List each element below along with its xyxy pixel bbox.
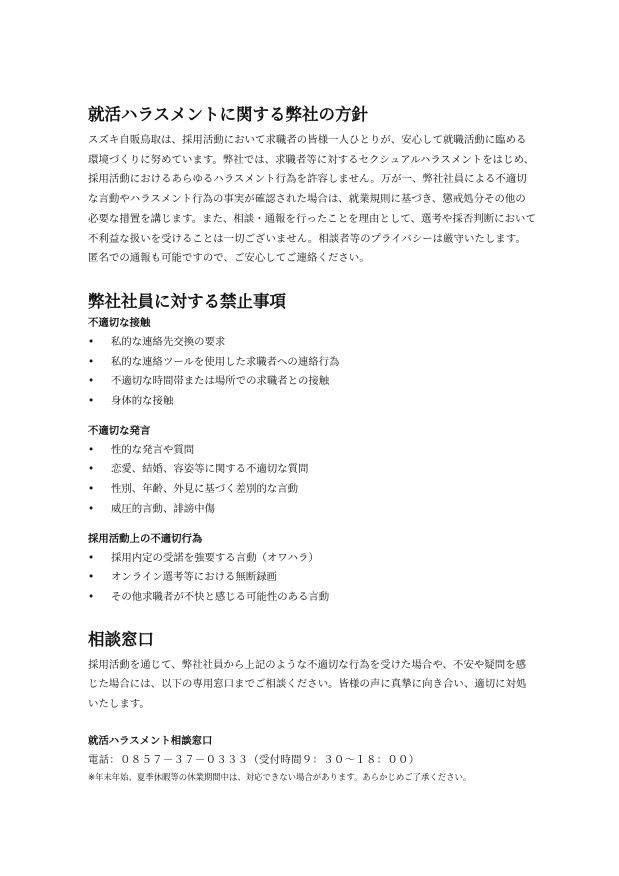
list-item-text: 恋愛、結婚、容姿等に関する不適切な質問 — [111, 463, 309, 476]
list-item-text: 身体的な接触 — [111, 395, 174, 408]
bullet-icon: • — [88, 395, 95, 408]
prohibited-title: 弊社社員に対する禁止事項 — [88, 291, 286, 311]
list-item — [88, 549, 536, 569]
bullet-icon: • — [88, 571, 95, 584]
document-page — [88, 104, 536, 784]
phone-line: 電話：０８５７－３７－０３３３（受付時間９：３０～１８：００） — [88, 753, 420, 766]
list-item — [88, 392, 536, 412]
bullet-icon: • — [88, 355, 95, 368]
list-item — [88, 353, 536, 373]
contact-heading: 就活ハラスメント相談窓口 — [88, 734, 213, 747]
group-heading: 不適切な発言 — [88, 424, 151, 437]
bullet-list — [88, 549, 536, 608]
group-inappropriate-contact — [88, 314, 536, 412]
list-item-text: 性的な発言や質問 — [111, 443, 195, 456]
bullet-icon: • — [88, 502, 95, 515]
list-item — [88, 441, 536, 461]
bullet-icon: • — [88, 443, 95, 456]
list-item-text: 性別、年齢、外見に基づく差別的な言動 — [111, 483, 299, 496]
contact-block — [88, 732, 536, 785]
bullet-icon: • — [88, 335, 95, 348]
bullet-icon: • — [88, 590, 95, 603]
list-item — [88, 480, 536, 500]
policy-body: スズキ自販鳥取は、採用活動において求職者の皆様一人ひとりが、安心して就職活動に臨める環境づくりに努めています。弊社では、求職者等に対するセクシュアルハラスメントをはじめ、採用活動におけるあらゆるハラスメント行為を許容しません。万が一、弊社社員による不適切な言動やハラスメント行為の事実が確認された場合は、就業規則に基づき、懲戒処分その他の必要な措置を講じます。また、相談・通報を行ったことを理由として、選考や採否判断において不利益な扱いを受けることは一切ございません。相談者等のプライバシーは厳守いたします。匿名での通報も可能ですので、ご安心してご連絡ください。 — [88, 134, 536, 265]
list-item-text: 私的な連絡ツールを使用した求職者への連絡行為 — [111, 355, 340, 368]
bullet-list — [88, 333, 536, 412]
bullet-icon: • — [88, 551, 95, 564]
consultation-body: 採用活動を通じて、弊社社員から上記のような不適切な行為を受けた場合や、不安や疑問を感じた場合には、以下の専用窓口までご相談ください。皆様の声に真摯に向き合い、適切に対処いたします。 — [88, 658, 527, 711]
bullet-list — [88, 441, 536, 520]
list-item — [88, 500, 536, 520]
list-item — [88, 372, 536, 392]
group-recruiting-misconduct — [88, 530, 536, 608]
group-inappropriate-remarks — [88, 422, 536, 520]
list-item-text: 不適切な時間帯または場所での求職者との接触 — [111, 375, 330, 388]
list-item-text: オンライン選考等における無断録画 — [111, 571, 277, 584]
policy-title: 就活ハラスメントに関する弊社の方針 — [88, 105, 369, 124]
list-item-text: 採用内定の受諾を強要する言動（オワハラ） — [111, 551, 319, 564]
group-heading: 不適切な接触 — [88, 316, 151, 329]
list-item — [88, 588, 536, 608]
bullet-icon: • — [88, 375, 95, 388]
list-item — [88, 333, 536, 353]
list-item-text: 威圧的言動、誹謗中傷 — [111, 502, 215, 515]
bullet-icon: • — [88, 483, 95, 496]
consultation-title: 相談窓口 — [88, 629, 154, 649]
list-item — [88, 460, 536, 480]
bullet-icon: • — [88, 463, 95, 476]
closure-note: ※年末年始、夏季休暇等の休業期間中は、対応できない場合があります。あらかじめご了承ください。 — [88, 772, 472, 783]
list-item-text: 私的な連絡先交換の要求 — [111, 335, 226, 348]
list-item — [88, 568, 536, 588]
group-heading: 採用活動上の不適切行為 — [88, 532, 203, 545]
list-item-text: その他求職者が不快と感じる可能性のある言動 — [111, 590, 330, 603]
